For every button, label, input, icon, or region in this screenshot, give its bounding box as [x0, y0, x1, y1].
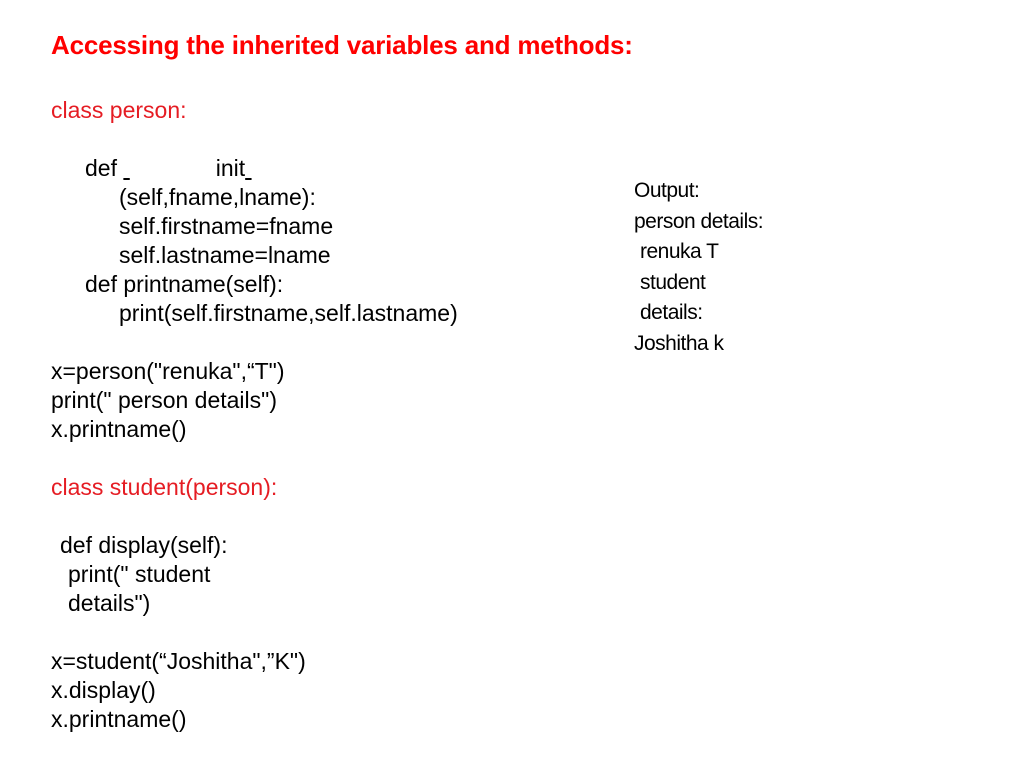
output-line-student: student: [640, 270, 706, 294]
code-line-init-args: (self,fname,lname):: [119, 184, 316, 210]
code-line-create-student: x=student(“Joshitha",”K"): [51, 648, 306, 674]
slide-title: Accessing the inherited variables and methods:: [51, 30, 633, 60]
code-blank-line: [51, 502, 458, 531]
code-line-print-student-1: print(" student: [68, 561, 211, 587]
code-blank-line: [51, 328, 458, 357]
output-block: [634, 176, 763, 359]
code-line-def-printname: def printname(self):: [85, 271, 284, 297]
code-line-def-display: def display(self):: [60, 532, 228, 558]
code-line-assign-first: self.firstname=fname: [119, 213, 334, 239]
output-line-joshitha: Joshitha k: [634, 331, 724, 355]
code-line-call-display: x.display(): [51, 677, 156, 703]
code-blank-line: [51, 444, 458, 473]
code-line-print-names: print(self.firstname,self.lastname): [119, 300, 458, 326]
code-block: [51, 96, 458, 734]
output-line-renuka: renuka T: [640, 240, 719, 263]
init-name: init: [215, 155, 246, 181]
code-line-assign-last: self.lastname=lname: [119, 242, 331, 268]
output-label: Output:: [634, 179, 700, 202]
code-line-class-student: class student(person):: [51, 474, 278, 500]
code-blank-line: [51, 125, 458, 154]
underscore-mark: [123, 155, 129, 181]
output-line-details: details:: [640, 301, 703, 324]
output-line-person-details: person details:: [634, 209, 764, 233]
code-line-call-printname-2: x.printname(): [51, 706, 187, 732]
code-line-print-person-details: print(" person details"): [51, 387, 277, 413]
code-blank-line: [51, 618, 458, 647]
code-line-call-printname-1: x.printname(): [51, 416, 187, 442]
code-line-class-person: class person:: [51, 97, 187, 123]
code-line-def-init: [51, 154, 458, 183]
code-line-print-student-2: details"): [68, 590, 151, 616]
code-line-create-person: x=person("renuka",“T"): [51, 358, 285, 384]
def-keyword: def: [85, 155, 124, 181]
underscore-mark: [245, 155, 251, 181]
